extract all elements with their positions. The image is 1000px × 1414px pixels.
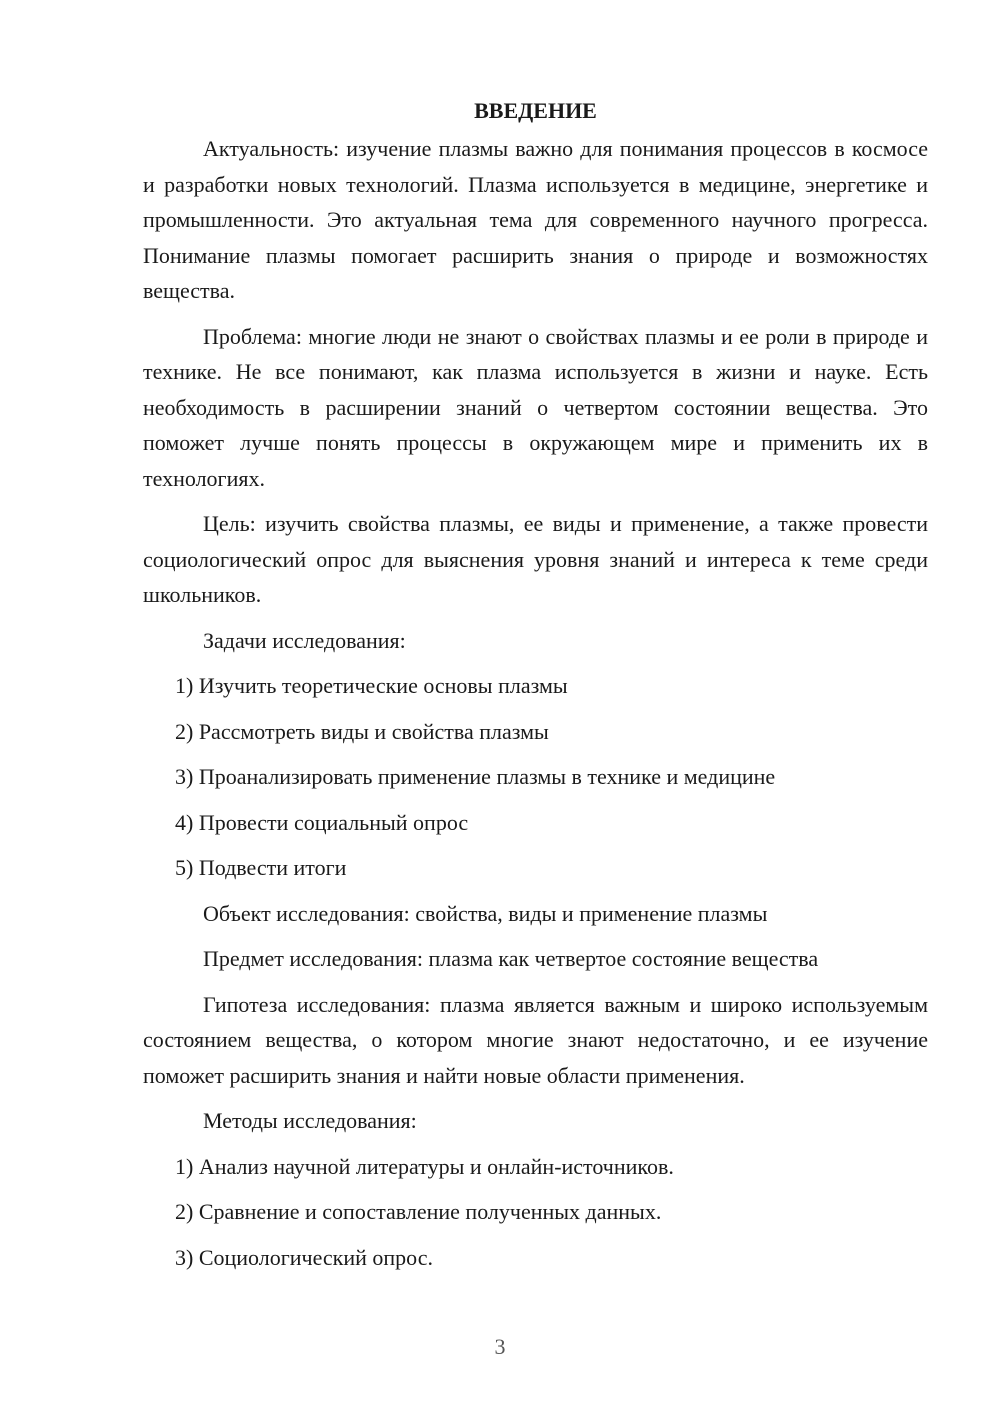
- research-object: Объект исследования: свойства, виды и применение плазмы: [203, 900, 768, 926]
- tasks-list: [143, 668, 928, 886]
- page-number: 3: [494, 1334, 506, 1359]
- list-item: 4) Провести социальный опрос: [175, 809, 469, 835]
- paragraph-goal: Цель: изучить свойства плазмы, ее виды и применение, а также провести социологический опрос для выяснения уровня знаний и интереса к теме среди школьников.: [143, 511, 928, 607]
- methods-heading: Методы исследования:: [203, 1108, 417, 1133]
- list-item: 2) Сравнение и сопоставление полученных данных.: [175, 1199, 662, 1224]
- list-item: 5) Подвести итоги: [175, 855, 347, 880]
- paragraph-hypothesis: Гипотеза исследования: плазма является важным и широко используемым состоянием вещества, о котором многие знают недостаточно, и ее изучение поможет расширить знания и найти новые области применения.: [143, 991, 928, 1088]
- list-item: 3) Проанализировать применение плазмы в технике и медицине: [175, 764, 776, 789]
- tasks-heading: Задачи исследования:: [203, 627, 406, 653]
- paragraph-relevance: Актуальность: изучение плазмы важно для понимания процессов в космосе и разработки новых технологий. Плазма используется в медицине, энергетике и промышленности. Это актуальная тема для современного научного прогресса. Понимание плазмы помогает расширить знания о природе и возможностях вещества.: [143, 136, 928, 303]
- list-item: 1) Анализ научной литературы и онлайн-источников.: [175, 1153, 674, 1179]
- list-item: 1) Изучить теоретические основы плазмы: [175, 673, 568, 698]
- page-title: ВВЕДЕНИЕ: [474, 98, 597, 123]
- list-item: 3) Социологический опрос.: [175, 1244, 433, 1270]
- document-page: [143, 95, 928, 1285]
- methods-list: [143, 1149, 928, 1276]
- paragraph-problem: Проблема: многие люди не знают о свойствах плазмы и ее роли в природе и технике. Не все понимают, как плазма используется в жизни и науке. Есть необходимость в расширении знаний о четвертом состоянии вещества. Это поможет лучше понять процессы в окружающем мире и применить их в технологиях.: [143, 323, 928, 491]
- list-item: 2) Рассмотреть виды и свойства плазмы: [175, 718, 549, 744]
- research-subject: Предмет исследования: плазма как четвертое состояние вещества: [203, 946, 819, 971]
